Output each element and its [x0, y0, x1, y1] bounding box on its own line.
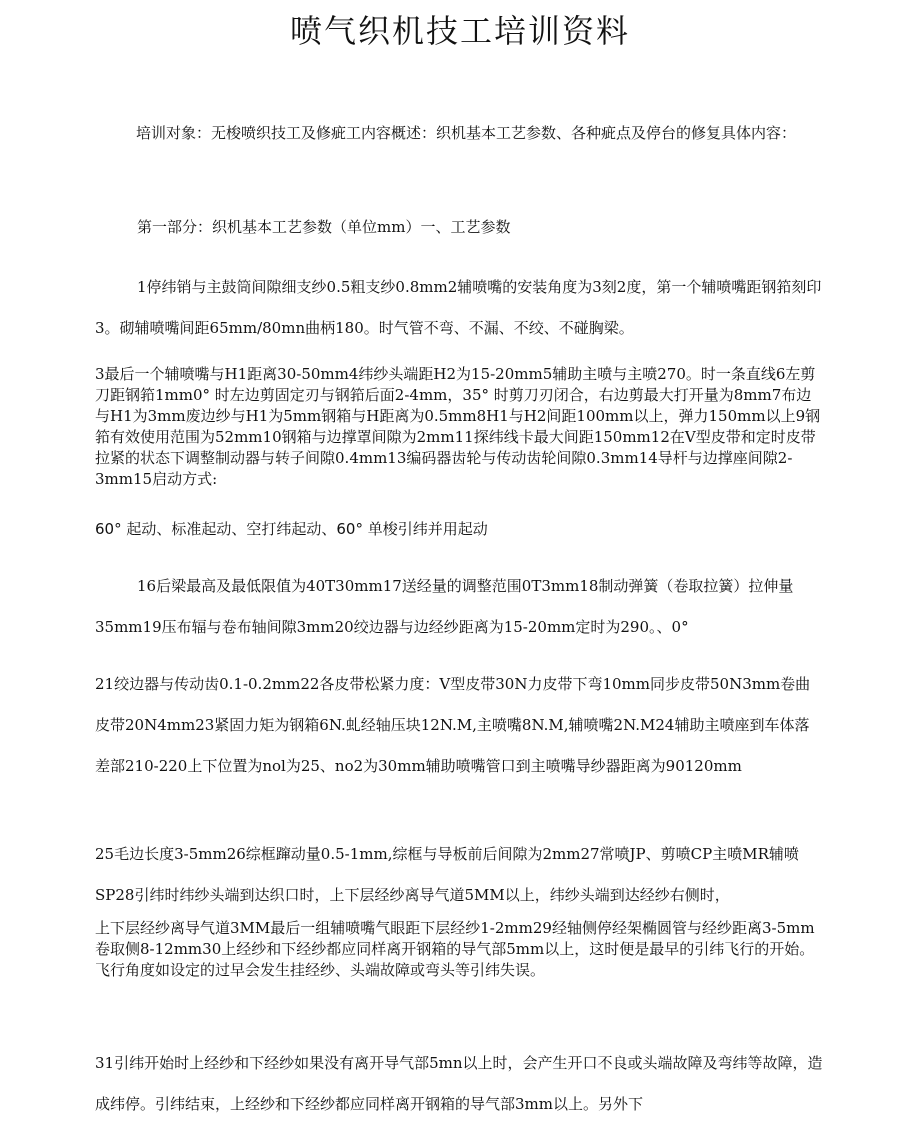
paragraph-start-modes: 60° 起动、标准起动、空打纬起动、60° 单梭引纬并用起动: [95, 520, 488, 538]
paragraph-params-31: 31引纬开始时上经纱和下经纱如果没有离开导气部5mn以上时，会产生开口不良或头端故障及弯纬等故障，造成纬停。引纬结束，上经纱和下经纱都应同样离开钢箱的导气部3mm以上。另外下: [95, 1054, 823, 1113]
paragraph-training-target: 培训对象：无梭喷织技工及修疵工内容概述：织机基本工艺参数、各种疵点及停台的修复具体内容：: [136, 124, 797, 142]
paragraph-params-1-2: 1停纬销与主鼓筒间隙细支纱0.5粗支纱0.8mm2辅喷嘴的安装角度为3刻2度，第一个辅喷嘴距钢筘刻印3。砌辅喷嘴间距65mm/80mn曲柄180。时气管不弯、不漏、不绞、不碰胸梁。: [95, 278, 822, 337]
paragraph-params-3-15: 3最后一个辅喷嘴与H1距离30-50mm4纬纱头端距H2为15-20mm5辅助主喷与主喷270。时一条直线6左剪刀距钢筘1mm0° 时左边剪固定刃与钢筘后面2-4mm，35° 时剪刀刃闭合，右边剪最大打开量为8mm7布边与H1为3mm废边纱与H1为5mm钢箱与H距离为0.5mm8H1与H2间距100mm以上，弹力150mm以上9钢筘有效使用范围为52mm10钢箱与边撑罩间隙为2mm11探纬线卡最大间距150mm12在V型皮带和定时皮带拉紧的状态下调整制动器与转子间隙0.4mm13编码器齿轮与传动齿轮间隙0.3mm14导杆与边撑座间隙2-3mm15启动方式:: [95, 365, 821, 488]
paragraph-params-28-30: 上下层经纱离导气道3MM最后一组辅喷嘴气眼距下层经纱1-2mm29经轴侧停经架椭圆管与经纱距离3-5mm卷取侧8-12mm30上经纱和下经纱都应同样离开钢箱的导气部5mm以上，这时便是最早的引纬飞行的开始。飞行角度如设定的过早会发生挂经纱、头端故障或弯头等引纬失误。: [95, 919, 815, 979]
paragraph-params-16-20: 16后梁最高及最低限值为40T30mm17送经量的调整范围0T3mm18制动弹簧（卷取拉簧）拉伸量35mm19压布辐与卷布轴间隙3mm20绞边器与边经纱距离为15-20mm定时为290。、0°: [95, 577, 794, 636]
paragraph-part-one-heading: 第一部分：织机基本工艺参数（单位mm）一、工艺参数: [137, 218, 511, 236]
paragraph-params-25-28: 25毛边长度3-5mm26综框蹿动量0.5-1mm,综框与导板前后间隙为2mm27常喷JP、剪喷CP主喷MR辅喷SP28引纬时纬纱头端到达织口时，上下层经纱离导气道5MM以上，纬纱头端到达经纱右侧时，: [95, 845, 799, 904]
paragraph-params-21-24: 21绞边器与传动齿0.1-0.2mm22各皮带松紧力度：V型皮带30N力皮带下弯10mm同步皮带50N3mm卷曲皮带20N4mm23紧固力矩为钢箱6N.虬经轴压块12N.M,主喷嘴8N.M,辅喷嘴2N.M24辅助主喷座到车体落差部210-220上下位置为nol为25、no2为30mm辅助喷嘴管口到主喷嘴导纱器距离为90120mm: [95, 675, 811, 775]
document-title: 喷气织机技工培训资料: [289, 12, 630, 50]
